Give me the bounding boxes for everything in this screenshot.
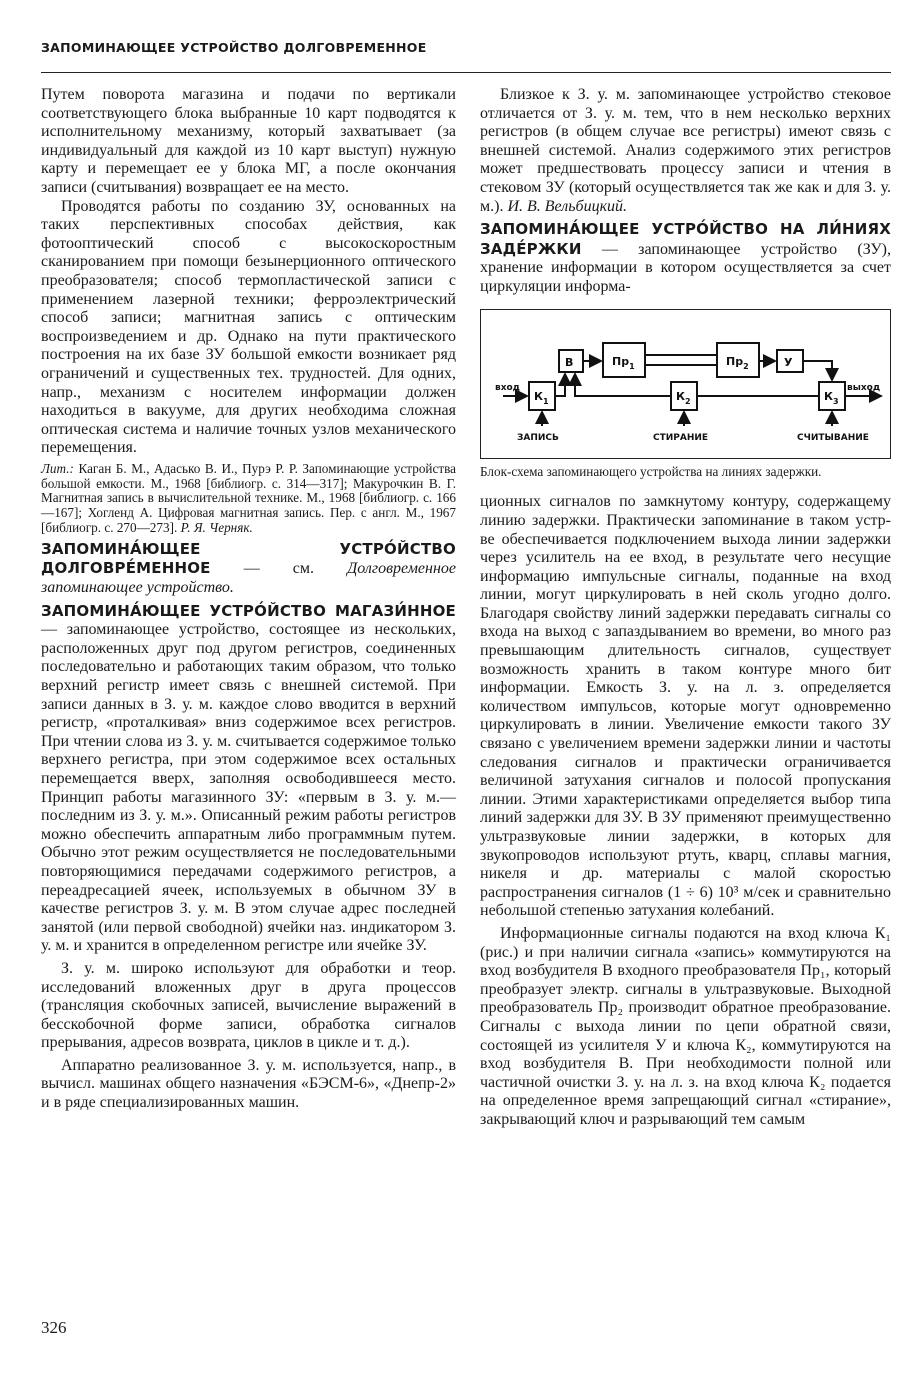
input-label: вход — [495, 382, 520, 393]
author-signature: И. В. Вельбицкий. — [507, 197, 628, 215]
page-number: 326 — [41, 1318, 67, 1337]
write-label: ЗАПИСЬ — [517, 432, 559, 443]
block-k3-label: $К_3$ — [824, 389, 839, 406]
right-column — [480, 86, 891, 1130]
header-rule — [41, 72, 891, 73]
entry-long-term — [41, 540, 456, 598]
paragraph-text: Близкое к З. у. м. запоминающее устройство стековое отличается от З. у. м. тем, что в нем несколько верхних регистров (в общем случае все регистры) имеют связь с внешней системой. Анализ содержимого этих регистров может предшествовать процессу записи и чтения в стековом ЗУ (который осуществляется так же как и для З. у. м.). — [480, 86, 891, 215]
block-pr1-label: $Пр_1$ — [612, 354, 635, 371]
author-signature: Р. Я. Черняк. — [180, 520, 253, 536]
block-diagram — [480, 309, 891, 459]
literature-note — [41, 462, 456, 536]
block-k2-label: $К_2$ — [676, 389, 691, 406]
entry-headword: ЗАПОМИНА́ЮЩЕЕ УСТРО́ЙСТВО МАГАЗИ́ННОЕ — [41, 601, 456, 620]
read-label: СЧИТЫВАНИЕ — [797, 432, 869, 443]
left-column — [41, 86, 456, 1113]
literature-text: Каган Б. М., Адасько В. И., Пурэ Р. Р. Запоминающие устройства большой емкости. М., 1968 [библиогр. с. 314—317]; Макурочкин В. Г. Магнитная запись в вычислительной технике. М., 1968 [библиогр. с. 166—167]; Хогленд А. Цифровая магнитная запись. Пер. с англ. М., 1967 [библиогр. с. 270—273]. — [41, 460, 457, 536]
running-header: ЗАПОМИНАЮЩЕЕ УСТРОЙСТВО ДОЛГОВРЕМЕННОЕ — [41, 40, 427, 55]
block-k1-label: $К_1$ — [534, 389, 549, 406]
entry-text: — запоминающее устройство, состоящее из нескольких, расположенных друг под другом регистров, соединенных последовательно и работающих таким образом, что только верхний регистр имеет связь с внешней системой. При записи данных в З. у. м. каждое слово вводится в верхний регистр, «проталкивая» вниз содержимое всех регистров. При чтении слова из З. у. м. считывается содержимое только верхнего регистра, при этом содержимое всех остальных перемещается вверх, заполняя освободившееся место. Принцип работы магазинного ЗУ: «первым в З. у. м.— последним из З. у. м.». Описанный режим работы регистров можно обеспечить аппаратным либо программным путем. Обычно этот режим осуществляется не последовательными повторяющимися передачами содержимого регистров, а переадресацией ячеек, используемых в обычном ЗУ в качестве регистров З. у. м. В этом случае адрес последней занятой (или первой свободной) ячейки наз. индикатором З. у. м. и хранится в определенном регистре или ячейке ЗУ. — [41, 621, 456, 955]
literature-label: Лит.: — [41, 460, 74, 476]
paragraph: Путем поворота магазина и подачи по вертикали соответствующего блока выбранные 10 карт подводятся к исполнительному механизму, который захватывает (за индивидуальный для каждой из 10 карт выступ) нужную карту и перемещает ее у блока МГ, а после окончания записи (считывания) возвращает ее на место. — [41, 86, 456, 196]
entry-delay-line — [480, 220, 891, 296]
paragraph: Проводятся работы по созданию ЗУ, основанных на таких перспективных способах действия, как фотооптический способ с высокоскоростным сканированием при помощи безынерционного оптического преобразователя; способ термопластической записи с применением лазерной техники; ферроэлектрический способ записи; магнитная запись с оптическим воспроизведением и др. Однако на пути практического построения на их базе ЗУ большой емкости возникает ряд ограничений и существенных тех. трудностей. Для одних, напр., механизм с носителем информации должен находиться в вакууме, для других необходима сложная оптическая система и наличие точных узлов механического перемещения. — [41, 197, 456, 457]
block-diagram-svg — [481, 310, 889, 456]
paragraph: Аппаратно реализованное З. у. м. используется, напр., в вычисл. машинах общего назначения «БЭСМ-6», «Днепр-2» и в ряде специализированных машин. — [41, 1056, 456, 1112]
paragraph: ционных сигналов по замкнутому контуру, содержащему линию задержки. Практически запоминание в таком устр-ве обеспечивается подключением выхода линии задержки через усилитель на ее вход, в результате чего несущие информацию импульсные сигналы, поданные на вход линии, могут циркулировать в ней сколь угодно долго. Благодаря свойству линий задержки передавать сигналы со входа на выход с запаздыванием во времени, во много раз превышающим длительность сигналов, существует возможность хранить в таком контуре много бит информации. Емкость З. у. на л. з. определяется количеством импульсов, которые могут одновременно циркулировать в линии. Увеличение емкости такого ЗУ связано с увеличением времени задержки линии и частоты следования сигналов и практически ограничивается величиной затухания сигналов и полосой пропускания линии. Этими характеристиками определяется выбор типа линий задержки для ЗУ. В ЗУ применяют преимущественно ультразвуковые линии задержки, в которых для звукопроводов используют ртуть, кварц, сплавы магния, никеля и др. материалы с малой скоростью распространения сигналов (1 ÷ 6) 10³ м/сек и сравнительно небольшой степенью затухания колебаний. — [480, 493, 891, 920]
figure-caption: Блок-схема запоминающего устройства на линиях задержки. — [480, 463, 822, 479]
block-u-label: У — [784, 355, 793, 369]
block-pr2-label: $Пр_2$ — [726, 354, 749, 371]
cross-reference: Долговременное запоминающее устройство. — [41, 560, 456, 597]
erase-label: СТИРАНИЕ — [653, 432, 709, 443]
paragraph: Информационные сигналы подаются на вход ключа К₁ (рис.) и при наличии сигнала «запись» коммутируются на вход возбудителя В входного преобразователя Пр₁, который преобразует электр. сигналы в ультразвуковые. Выходной преобразователь Пр₂ производит обратное преобразование. Сигналы с выхода линии по цепи обратной связи, состоящей из усилителя У и ключа К₂, коммутируются на вход возбудителя В. При необходимости полной или частичной очистки З. у. на л. з. на вход ключа К₂ подается на определенное время запрещающий сигнал «стирание», закрывающий ключ и разрывающий тем самым — [480, 924, 891, 1128]
paragraph: З. у. м. широко используют для обработки и теор. исследований вложенных друг в друга процессов (трансляция скобочных записей, вычисление выражений в бесскобочной форме записи, обработка сигналов прерывания, адресов возврата, циклов в цикле и т. д.). — [41, 959, 456, 1052]
entry-dash: — см. — [210, 560, 348, 578]
paragraph — [480, 86, 891, 216]
entry-text: — запоминающее устройство (ЗУ), хранение информации в котором осуществляется за счет циркуляции информа- — [480, 240, 891, 295]
entry-headword: ЗАПОМИНА́ЮЩЕЕ УСТРО́ЙСТВО ДОЛГОВРЕ́МЕННОЕ — [41, 539, 456, 578]
entry-stack — [41, 602, 456, 956]
entry-headword: ЗАПОМИНА́ЮЩЕЕ УСТРО́ЙСТВО НА ЛИ́НИЯХ ЗАДЕ́РЖКИ — [480, 220, 891, 258]
output-label: выход — [847, 382, 881, 393]
block-b-label: В — [565, 355, 574, 369]
